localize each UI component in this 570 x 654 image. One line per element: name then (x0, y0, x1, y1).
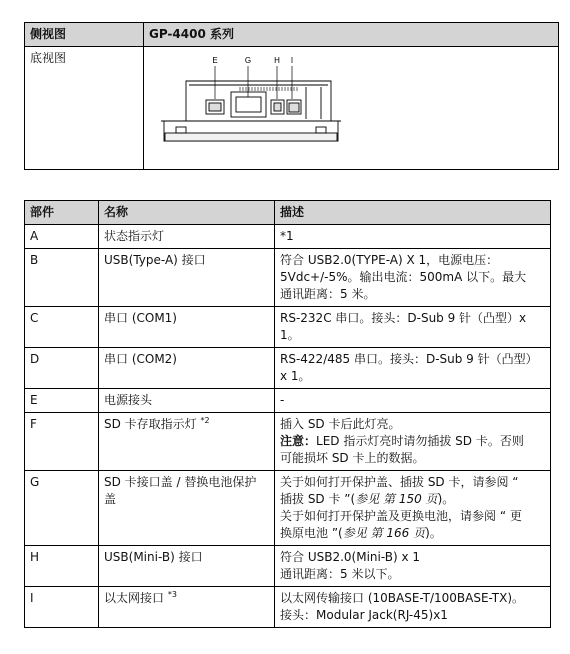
part-name: 电源接头 (99, 389, 275, 413)
callout-i: I (290, 57, 294, 65)
bottom-view-label: 底视图 (25, 47, 144, 170)
part-name: 串口 (COM1) (99, 307, 275, 348)
part-desc: *1 (275, 225, 551, 249)
bottom-view-diagram (156, 57, 366, 152)
side-view-table (24, 22, 559, 170)
part-id: I (25, 587, 99, 628)
part-name: SD 卡接口盖 / 替换电池保护 盖 (99, 471, 275, 546)
vent-slots (240, 87, 297, 91)
part-name: 状态指示灯 (99, 225, 275, 249)
footnote-ref: *2 (200, 416, 210, 425)
table-row (25, 348, 551, 389)
part-id: H (25, 546, 99, 587)
part-id: D (25, 348, 99, 389)
callout-g: G (244, 57, 252, 65)
parts-table (24, 200, 551, 628)
part-desc: 插入 SD 卡后此灯亮。 注意：LED 指示灯亮时请勿插拔 SD 卡。否则 可能损坏 SD 卡上的数据。 (275, 413, 551, 471)
part-id: A (25, 225, 99, 249)
table-row (25, 587, 551, 628)
page-reference-link[interactable]: 参见 第 150 页 (355, 492, 438, 506)
part-desc: RS-232C 串口。接头：D-Sub 9 针（凸型）x 1。 (275, 307, 551, 348)
header-right: GP-4400 系列 (144, 23, 559, 47)
part-desc: 符合 USB2.0(Mini-B) x 1 通讯距离：5 米以下。 (275, 546, 551, 587)
part-id: F (25, 413, 99, 471)
part-name: SD 卡存取指示灯 $^{*2}$ (99, 413, 275, 471)
col-header-name: 名称 (99, 201, 275, 225)
part-id: G (25, 471, 99, 546)
header-left: 侧视图 (25, 23, 144, 47)
col-header-desc: 描述 (275, 201, 551, 225)
bottom-view-cell (144, 47, 559, 170)
table-row (25, 389, 551, 413)
page-reference-link[interactable]: 参见 第 166 页 (342, 526, 426, 540)
part-name: 以太网接口 $^{*3}$ (99, 587, 275, 628)
part-desc: 以太网传输接口 (10BASE-T/100BASE-TX)。 接头：Modular Jack(RJ-45)x1 (275, 587, 551, 628)
part-desc: 符合 USB2.0(TYPE-A) X 1，电源电压： 5Vdc+/-5%。输出电流：500mA 以下。最大 通讯距离：5 米。 (275, 249, 551, 307)
note-label: 注意： (280, 434, 317, 448)
part-id: C (25, 307, 99, 348)
table-row (25, 413, 551, 471)
table-row (25, 225, 551, 249)
table-row (25, 249, 551, 307)
table-row (25, 307, 551, 348)
part-id: B (25, 249, 99, 307)
footnote-ref: *3 (167, 590, 177, 599)
part-desc: - (275, 389, 551, 413)
callout-e: E (212, 57, 218, 65)
part-desc: RS-422/485 串口。接头：D-Sub 9 针（凸型） x 1。 (275, 348, 551, 389)
part-name: USB(Mini-B) 接口 (99, 546, 275, 587)
callout-h: H (274, 57, 280, 65)
part-desc: 关于如何打开保护盖、插拔 SD 卡，请参阅 “ 插拔 SD 卡 ”(参见 第 150 页)。 关于如何打开保护盖及更换电池，请参阅 “ 更 换原电池 ”(参见 第 166 页)。 (275, 471, 551, 546)
table-row (25, 546, 551, 587)
device-outline (161, 81, 341, 141)
col-header-part: 部件 (25, 201, 99, 225)
part-name: USB(Type-A) 接口 (99, 249, 275, 307)
part-name: 串口 (COM2) (99, 348, 275, 389)
part-id: E (25, 389, 99, 413)
table-row (25, 471, 551, 546)
